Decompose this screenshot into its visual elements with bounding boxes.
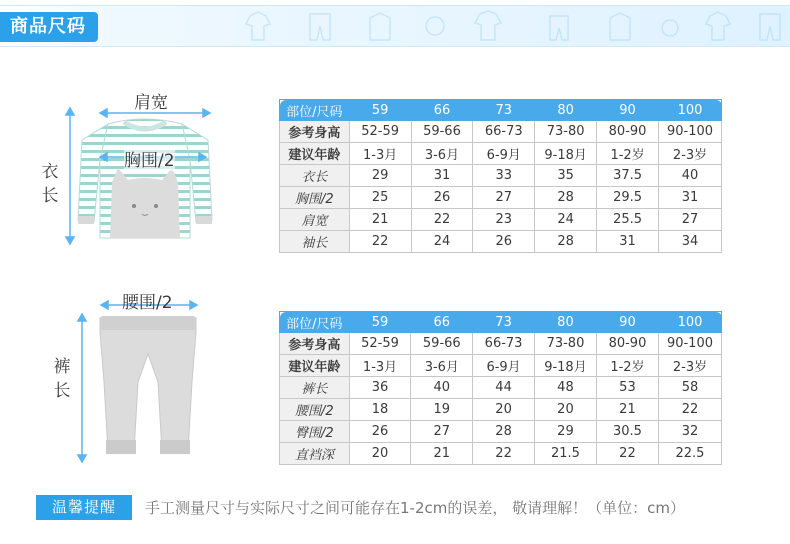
table-cell: 6-9月 [473,355,535,377]
row-label: 胸围/2 [280,187,350,209]
table-row [280,355,722,377]
header-cell-size: 59 [349,312,411,333]
table-cell: 3-6月 [411,143,473,165]
row-label: 直裆深 [280,443,350,465]
shoulder-label: 肩宽 [134,93,168,113]
row-label: 衣长 [280,165,350,187]
table-cell: 73-80 [535,121,597,143]
table-cell: 30.5 [596,421,658,443]
table-cell: 90-100 [659,121,722,143]
table-row [280,421,722,443]
header-cell-size: 59 [349,100,411,121]
table-cell: 1-3月 [349,355,411,377]
table-cell: 26 [473,231,535,253]
table-cell: 21 [349,209,411,231]
table-cell: 1-2岁 [596,355,658,377]
table-cell: 29 [534,421,596,443]
header-cell-size: 80 [534,312,596,333]
table-cell: 22 [411,209,473,231]
table-cell: 1-2岁 [597,143,659,165]
table-cell: 21.5 [534,443,596,465]
row-label: 参考身高 [280,333,350,355]
table-cell: 27 [473,187,535,209]
table-row [280,377,722,399]
table-cell: 34 [659,231,722,253]
table-cell: 35 [535,165,597,187]
table-cell: 27 [411,421,473,443]
top-dimension-arrows [0,0,270,260]
top-length-label: 衣长 [41,162,59,206]
table-cell: 25 [349,187,411,209]
table-cell: 66-73 [473,333,535,355]
table-cell: 9-18月 [534,355,596,377]
table-cell: 22 [596,443,658,465]
table-cell: 32 [658,421,721,443]
table-cell: 9-18月 [535,143,597,165]
table-cell: 31 [411,165,473,187]
top-size-table [279,99,722,253]
table-cell: 25.5 [597,209,659,231]
table-cell: 21 [411,443,473,465]
row-label: 建议年龄 [280,143,350,165]
table-cell: 80-90 [597,121,659,143]
table-cell: 22 [349,231,411,253]
table-cell: 28 [473,421,535,443]
table-cell: 23 [473,209,535,231]
table-cell: 2-3岁 [659,143,722,165]
header-cell-size: 73 [473,312,535,333]
pants-size-table [279,311,722,465]
table-cell: 90-100 [658,333,721,355]
table-cell: 3-6月 [411,355,473,377]
table-row [280,143,722,165]
header-cell-size: 100 [658,312,721,333]
measurement-note: 手工测量尺寸与实际尺寸之间可能存在1-2cm的误差， 敬请理解！（单位：cm） [145,499,685,517]
table-row [280,209,722,231]
header-cell-size: 73 [473,100,535,121]
table-cell: 22.5 [658,443,721,465]
table-cell: 20 [473,399,535,421]
pants-length-label: 裤长 [53,357,71,401]
table-cell: 29 [349,165,411,187]
table-cell: 20 [349,443,411,465]
row-label: 参考身高 [280,121,350,143]
table-cell: 18 [349,399,411,421]
row-label: 臀围/2 [280,421,350,443]
table-cell: 80-90 [596,333,658,355]
table-row [280,443,722,465]
table-cell: 27 [659,209,722,231]
table-cell: 52-59 [349,333,411,355]
header-cell-part-size: 部位/尺码 [280,312,350,333]
header-cell-size: 66 [411,312,473,333]
table-row [280,165,722,187]
table-cell: 29.5 [597,187,659,209]
table-cell: 31 [659,187,722,209]
table-cell: 19 [411,399,473,421]
table-row [280,333,722,355]
table-cell: 44 [473,377,535,399]
chest-label: 胸围/2 [124,146,175,171]
table-cell: 37.5 [597,165,659,187]
row-label: 袖长 [280,231,350,253]
section-title: 商品尺码 [0,12,98,42]
table-cell: 33 [473,165,535,187]
clothing-pattern-decoration [230,6,790,46]
table-row [280,231,722,253]
table-header-row [280,312,722,333]
table-cell: 36 [349,377,411,399]
table-cell: 73-80 [534,333,596,355]
table-row [280,399,722,421]
header-cell-size: 100 [659,100,722,121]
table-cell: 59-66 [411,333,473,355]
table-cell: 26 [411,187,473,209]
header-cell-size: 90 [596,312,658,333]
table-cell: 48 [534,377,596,399]
table-row [280,187,722,209]
table-cell: 58 [658,377,721,399]
header-cell-part-size: 部位/尺码 [280,100,350,121]
table-cell: 20 [534,399,596,421]
table-cell: 22 [473,443,535,465]
table-header-row [280,100,722,121]
table-cell: 1-3月 [349,143,411,165]
table-cell: 40 [411,377,473,399]
table-cell: 24 [535,209,597,231]
table-cell: 6-9月 [473,143,535,165]
reminder-badge: 温馨提醒 [36,495,132,520]
table-cell: 52-59 [349,121,411,143]
table-cell: 21 [596,399,658,421]
row-label: 肩宽 [280,209,350,231]
table-cell: 59-66 [411,121,473,143]
table-cell: 66-73 [473,121,535,143]
table-cell: 28 [535,187,597,209]
header-cell-size: 66 [411,100,473,121]
table-row [280,121,722,143]
waist-label: 腰围/2 [122,293,173,313]
table-cell: 31 [597,231,659,253]
row-label: 裤长 [280,377,350,399]
row-label: 建议年龄 [280,355,350,377]
table-cell: 28 [535,231,597,253]
header-cell-size: 80 [535,100,597,121]
table-cell: 53 [596,377,658,399]
table-cell: 26 [349,421,411,443]
table-cell: 24 [411,231,473,253]
header-cell-size: 90 [597,100,659,121]
table-cell: 2-3岁 [658,355,721,377]
table-cell: 40 [659,165,722,187]
row-label: 腰围/2 [280,399,350,421]
table-cell: 22 [658,399,721,421]
